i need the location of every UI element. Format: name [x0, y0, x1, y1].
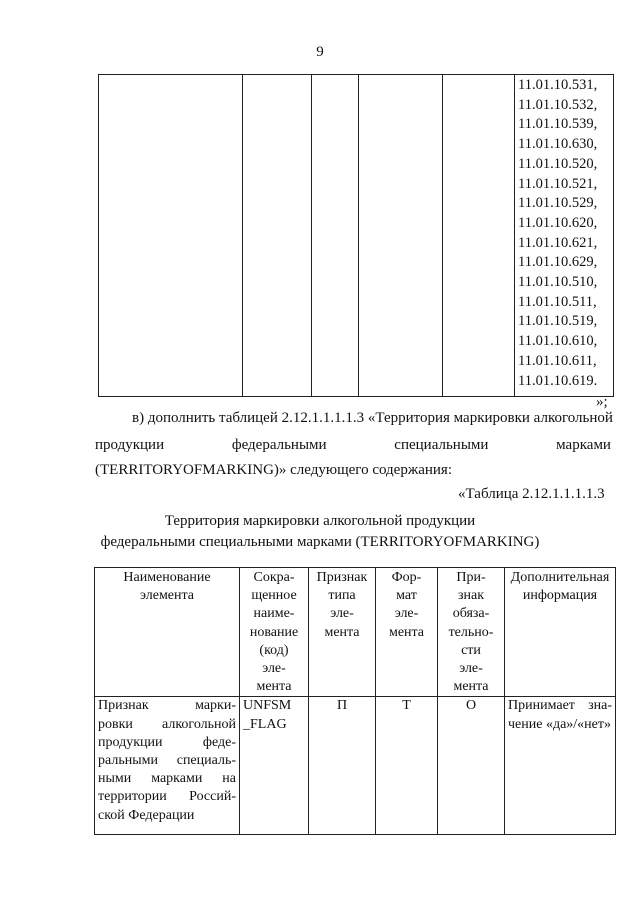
header-code [240, 568, 309, 697]
cell-line: мента [324, 624, 360, 640]
cell-line: ными марками на [98, 771, 236, 787]
cell-line: ровки алкогольной [98, 716, 236, 732]
cell-line: мента [453, 679, 489, 695]
code-item: 11.01.10.510, [518, 274, 598, 291]
code-item: 11.01.10.529, [518, 195, 598, 212]
cell-line: мат [396, 588, 417, 604]
code-item: 11.01.10.629, [518, 254, 598, 271]
cell-line: Дополнительная [510, 570, 610, 585]
cell-type: П [309, 697, 376, 835]
cell-line: наиме- [253, 606, 295, 622]
paragraph-line-2 [95, 437, 611, 454]
table-header-row [95, 568, 616, 697]
code-item: 11.01.10.511, [518, 293, 597, 310]
header-type [309, 568, 376, 697]
cell-line: Признак [316, 570, 368, 585]
cell-line: чение «да»/«нет» [508, 716, 612, 732]
header-info [505, 568, 616, 697]
paragraph-word: федеральными [231, 437, 327, 453]
header-format [376, 568, 438, 697]
cell-line: информация [522, 588, 598, 604]
empty-cell [99, 75, 243, 397]
table-title-line-1: Территория маркировки алкогольной продукции [164, 513, 476, 529]
cell-line: территории Россий- [98, 789, 236, 805]
cell-line: обяза- [452, 606, 490, 622]
closing-mark: »; [596, 394, 608, 410]
cell-name [95, 697, 240, 835]
paragraph-word: марками [556, 437, 611, 453]
cell-line: ральными специаль- [98, 753, 236, 769]
code-item: 11.01.10.539, [518, 116, 598, 133]
code-item: 11.01.10.611, [518, 352, 597, 369]
code-item: 11.01.10.531, [518, 77, 598, 93]
cell-line: _FLAG [243, 716, 287, 732]
page-number: 9 [316, 44, 324, 60]
code-item: 11.01.10.620, [518, 214, 598, 231]
cell-line: щенное [251, 588, 297, 604]
code-item: 11.01.10.610, [518, 333, 598, 350]
cell-line: продукции феде- [98, 734, 236, 750]
empty-cell [443, 75, 515, 397]
table-row [95, 697, 616, 835]
paragraph-word: специальными [394, 437, 489, 453]
code-item: 11.01.10.630, [518, 136, 598, 153]
cell-line: нование [249, 624, 299, 640]
code-item: 11.01.10.520, [518, 155, 598, 172]
cell-line: эле- [459, 661, 483, 677]
cell-line: ской Федерации [98, 807, 195, 823]
cell-line: мента [388, 624, 425, 640]
code-item: 11.01.10.532, [518, 96, 598, 113]
cell-line: При- [456, 570, 486, 585]
empty-cell [243, 75, 312, 397]
empty-cell [359, 75, 443, 397]
cell-line: эле- [394, 606, 419, 622]
header-required [438, 568, 505, 697]
cell-line: мента [256, 679, 292, 695]
table-reference: «Таблица 2.12.1.1.1.1.3 [458, 486, 605, 502]
cell-line: эле- [330, 606, 354, 622]
cell-line: знак [457, 588, 485, 604]
cell-info [505, 697, 616, 835]
cell-line: сти [461, 642, 481, 658]
empty-cell [312, 75, 359, 397]
cell-line: Признак марки- [98, 698, 236, 714]
cell-line: (код) [259, 642, 289, 658]
cell-format: Т [376, 697, 438, 835]
paragraph-word: продукции [95, 437, 165, 453]
paragraph-line-1: в) дополнить таблицей 2.12.1.1.1.1.3 «Территория маркировки алкогольной [132, 410, 613, 426]
paragraph-line-3: (TERRITORYOFMARKING)» следующего содержания: [95, 462, 452, 478]
cell-code [240, 697, 309, 835]
cell-line: Сокра- [253, 570, 295, 585]
cell-line: Фор- [391, 570, 422, 585]
cell-line: эле- [262, 661, 286, 677]
cell-line: тельно- [448, 624, 494, 640]
cell-line: Принимает зна- [508, 698, 612, 714]
code-item: 11.01.10.519, [518, 313, 598, 330]
code-item: 11.01.10.619. [518, 372, 598, 389]
cell-line: типа [328, 588, 356, 604]
cell-line: UNFSM [243, 698, 292, 714]
cell-line: элемента [139, 588, 195, 604]
code-item: 11.01.10.621, [518, 234, 598, 251]
territory-table [94, 567, 616, 835]
code-item: 11.01.10.521, [518, 175, 598, 192]
cell-line: Наименование [123, 570, 211, 585]
header-name [95, 568, 240, 697]
codes-table [98, 74, 614, 397]
cell-required: О [438, 697, 505, 835]
codes-cell [515, 75, 614, 397]
table-title-line-2: федеральными специальными марками (TERRITORYOFMARKING) [100, 534, 540, 550]
